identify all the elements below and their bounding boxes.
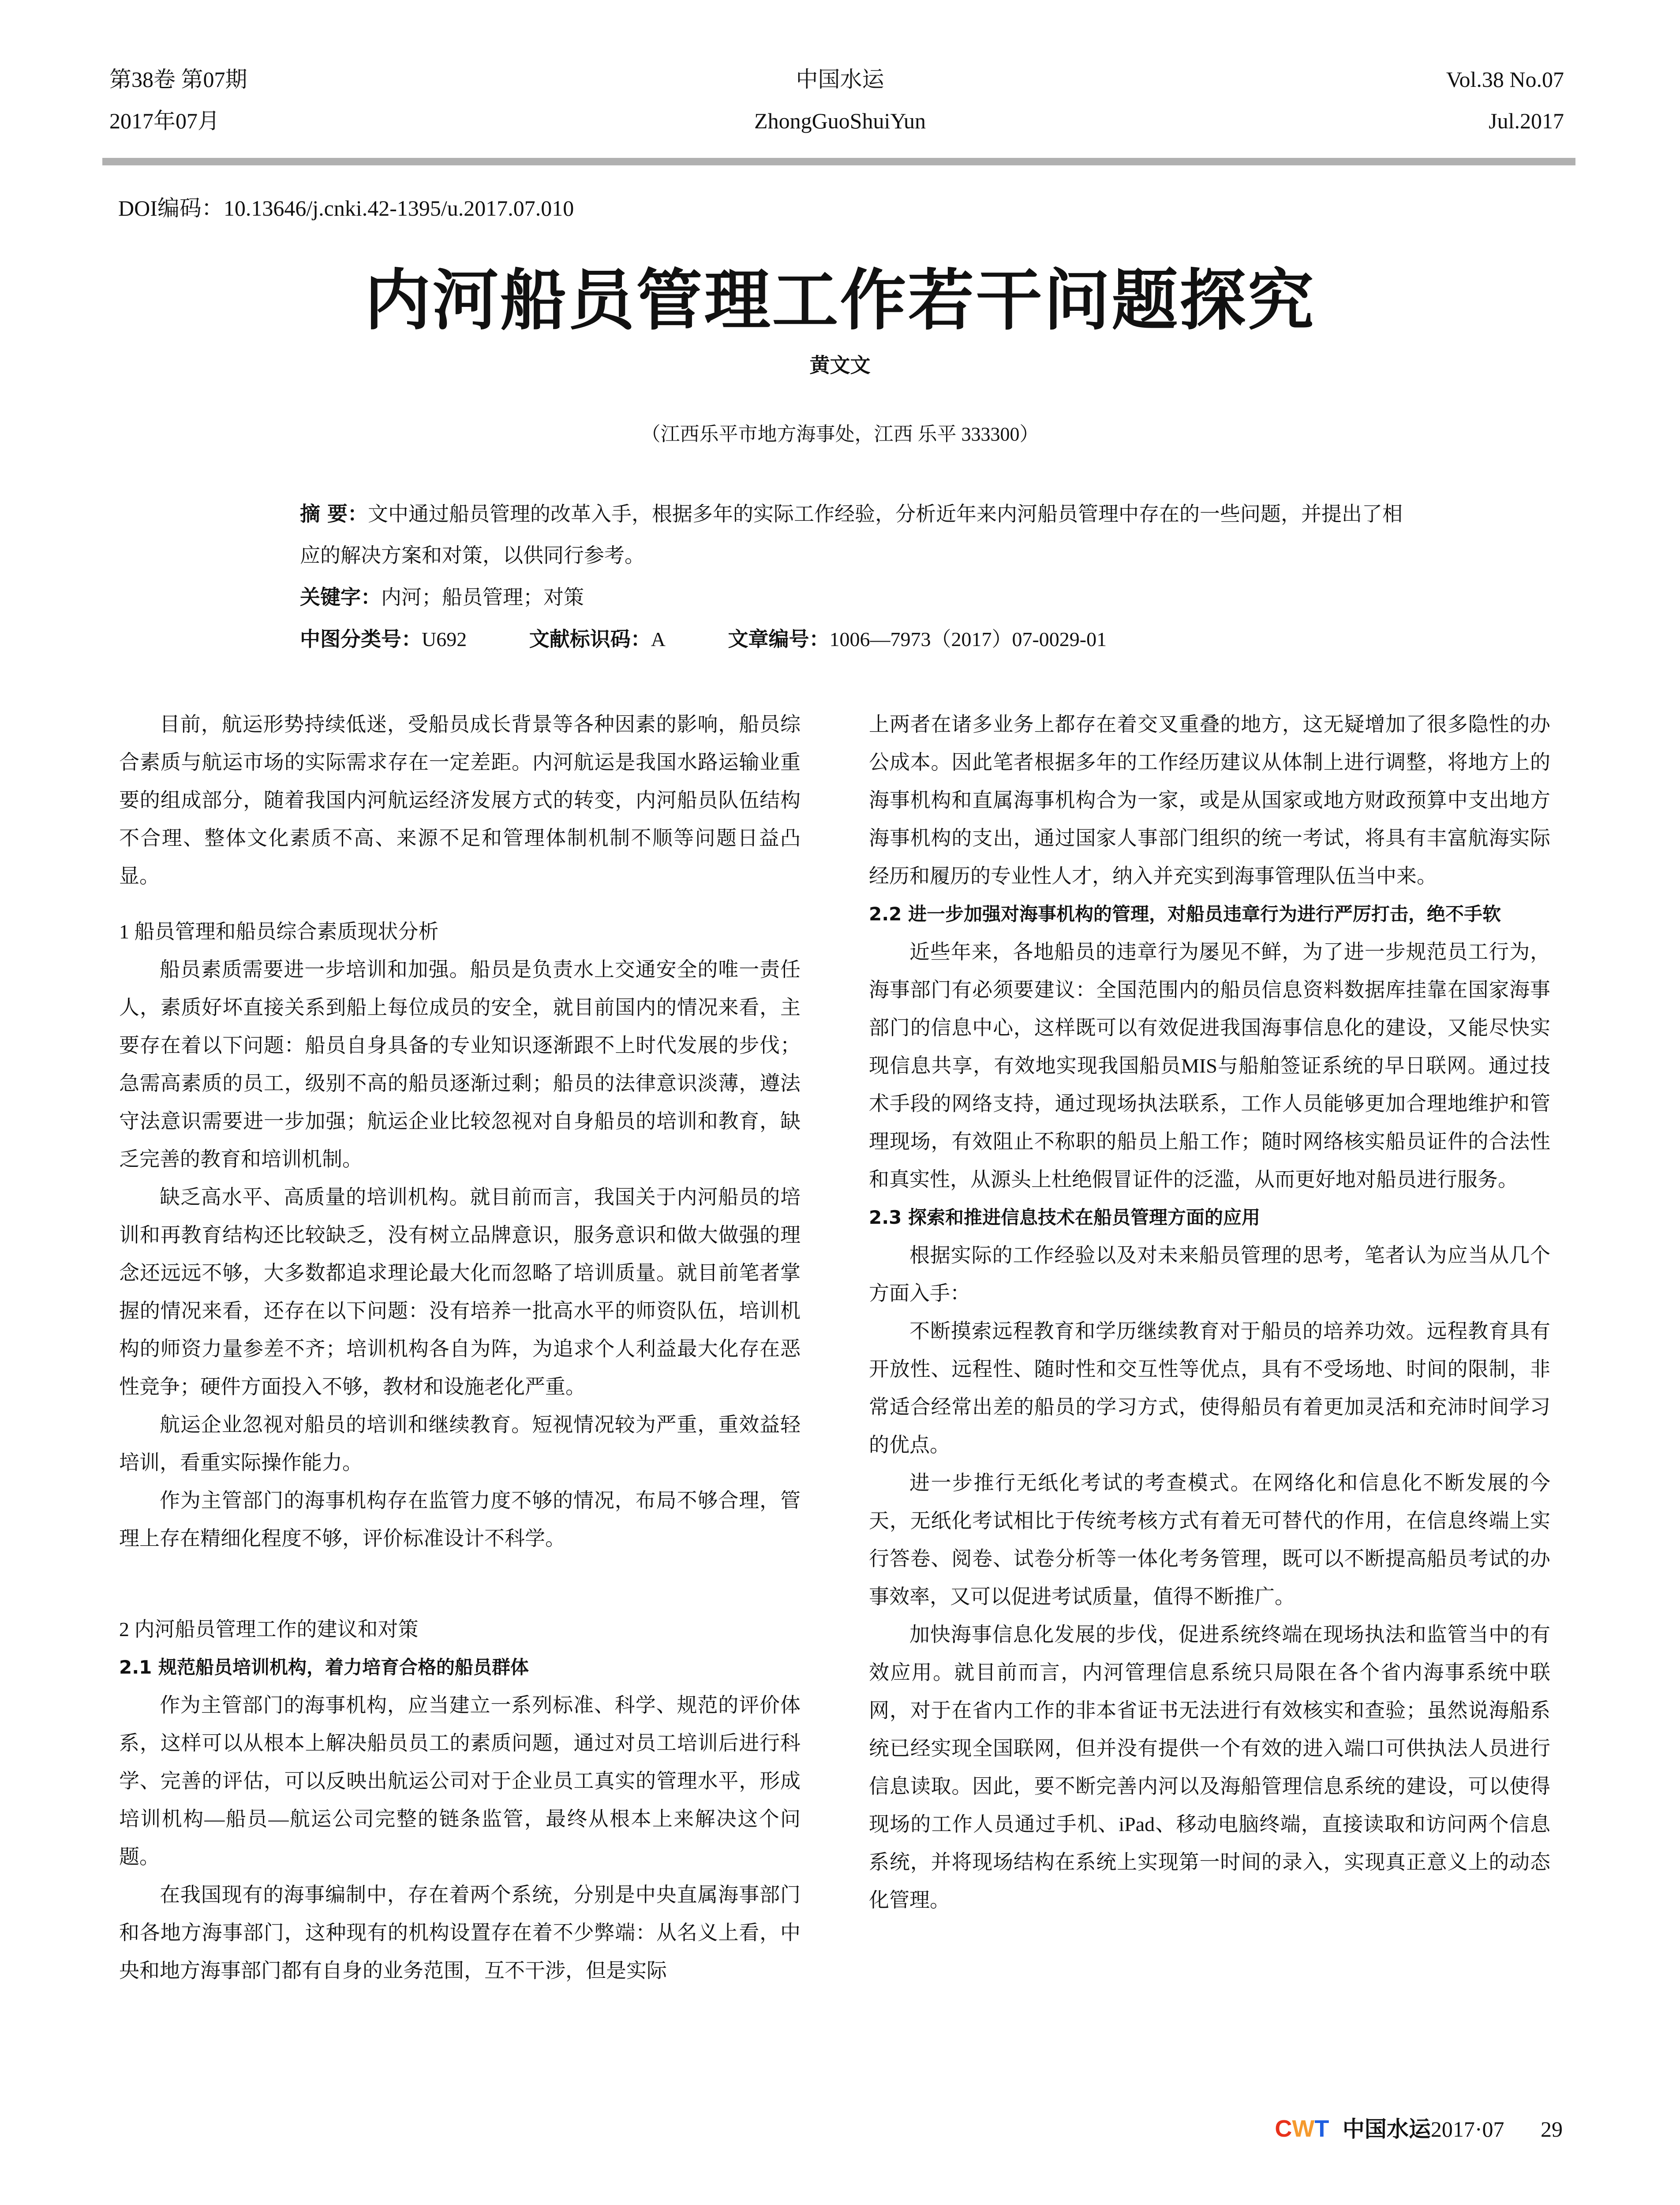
paragraph: 加快海事信息化发展的步伐，促进系统终端在现场执法和监管当中的有效应用。就目前而言，内河管理信息系统只局限在各个省内海事系统中联网，对于在省内工作的非本省证书无法进行有效核实和查验；虽然说海船系统已经实现全国联网，但并没有提供一个有效的进入端口可供执法人员进行信息读取。因此，要不断完善内河以及海船管理信息系统的建设，可以使得现场的工作人员通过手机、iPad、移动电脑终端，直接读取和访问两个信息系统，并将现场结构在系统上实现第一时间的录入，实现真正意义上的动态化管理。 xyxy=(869,1623,1550,1911)
journal-name-pinyin: ZhongGuoShuiYun xyxy=(754,108,926,133)
affiliation: （江西乐平市地方海事处，江西 乐平 333300） xyxy=(641,423,1039,445)
paragraph: 进一步推行无纸化考试的考查模式。在网络化和信息化不断发展的今天，无纸化考试相比于传统考核方式有着无可替代的作用，在信息终端上实行答卷、阅卷、试卷分析等一体化考务管理，既可以不断提高船员考试的办事效率，又可以促进考试质量，值得不断推广。 xyxy=(869,1472,1550,1608)
paragraph: 航运企业忽视对船员的培训和继续教育。短视情况较为严重，重效益轻培训，看重实际操作能力。 xyxy=(119,1413,801,1474)
footer-issue: 2017·07 xyxy=(1430,2117,1504,2141)
clc-value: U692 xyxy=(422,628,467,650)
subsection-heading: 2.3 探索和推进信息技术在船员管理方面的应用 xyxy=(869,1207,1261,1228)
page-number: 29 xyxy=(1541,2117,1563,2141)
keywords-value: 内河；船员管理；对策 xyxy=(381,586,584,609)
paragraph: 船员素质需要进一步培训和加强。船员是负责水上交通安全的唯一责任人，素质好坏直接关系到船上每位成员的安全，就目前国内的情况来看，主要存在着以下问题：船员自身具备的专业知识逐渐跟不上时代发展的步伐；急需高素质的员工，级别不高的船员逐渐过剩；船员的法律意识淡薄，遵法守法意识需要进一步加强；航运企业比较忽视对自身船员的培训和教育，缺乏完善的教育和培训机制。 xyxy=(119,958,801,1170)
header-rule xyxy=(102,158,1575,165)
cwt-logo xyxy=(1275,2115,1329,2142)
keywords xyxy=(300,576,1403,618)
header-center xyxy=(0,66,1680,149)
page-footer xyxy=(1275,2112,1563,2143)
logo-letter-t: T xyxy=(1314,2115,1329,2142)
section-heading: 1 船员管理和船员综合素质现状分析 xyxy=(119,920,439,943)
logo-letter-c: C xyxy=(1275,2115,1292,2142)
doc-code-value: A xyxy=(651,628,666,650)
paragraph: 不断摸索远程教育和学历继续教育对于船员的培养功效。远程教育具有开放性、远程性、随时性和交互性等优点，具有不受场地、时间的限制，非常适合经常出差的船员的学习方式，使得船员有着更加灵活和充沛时间学习的优点。 xyxy=(869,1320,1550,1456)
publication-date: 2017年07月 xyxy=(109,108,220,133)
classification-row xyxy=(300,618,1403,660)
paragraph: 近些年来，各地船员的违章行为屡见不鲜，为了进一步规范员工行为，海事部门有必须要建议：全国范围内的船员信息资料数据库挂靠在国家海事部门的信息中心，这样既可以有效促进我国海事信息化的建设，又能尽快实现信息共享，有效地实现我国船员MIS与船舶签证系统的早日联网。通过技术手段的网络支持，通过现场执法联系，工作人员能够更加合理地维护和管理现场，有效阻止不称职的船员上船工作；随时网络核实船员证件的合法性和真实性，从源头上杜绝假冒证件的泛滥，从而更好地对船员进行服务。 xyxy=(869,941,1550,1191)
paragraph: 缺乏高水平、高质量的培训机构。就目前而言，我国关于内河船员的培训和再教育结构还比较缺乏，没有树立品牌意识，服务意识和做大做强的理念还远远不够，大多数都追求理论最大化而忽略了培训质量。就目前笔者掌握的情况来看，还存在以下问题：没有培养一批高水平的师资队伍，培训机构的师资力量参差不齐；培训机构各自为阵，为追求个人利益最大化存在恶性竞争；硬件方面投入不够，教材和设施老化严重。 xyxy=(119,1186,801,1398)
paragraph: 根据实际的工作经验以及对未来船员管理的思考，笔者认为应当从几个方面入手： xyxy=(869,1244,1550,1304)
subsection-heading: 2.2 进一步加强对海事机构的管理，对船员违章行为进行严厉打击，绝不手软 xyxy=(869,903,1501,925)
left-column xyxy=(119,706,801,1990)
article-title: 内河船员管理工作若干问题探究 xyxy=(364,262,1316,339)
abstract-text: 文中通过船员管理的改革入手，根据多年的实际工作经验，分析近年来内河船员管理中存在的一些问题，并提出了相应的解决方案和对策，以供同行参考。 xyxy=(300,503,1403,567)
paragraph: 上两者在诸多业务上都存在着交叉重叠的地方，这无疑增加了很多隐性的办公成本。因此笔者根据多年的工作经历建议从体制上进行调整，将地方上的海事机构和直属海事机构合为一家，或是从国家或地方财政预算中支出地方海事机构的支出，通过国家人事部门组织的统一考试，将具有丰富航海实际经历和履历的专业性人才，纳入并充实到海事管理队伍当中来。 xyxy=(869,713,1550,887)
logo-letter-w: W xyxy=(1292,2115,1315,2142)
doi: DOI编码：10.13646/j.cnki.42-1395/u.2017.07.010 xyxy=(118,196,574,220)
subsection-heading: 2.1 规范船员培训机构，着力培育合格的船员群体 xyxy=(119,1656,529,1678)
article-no-label: 文章编号： xyxy=(728,627,830,651)
abstract xyxy=(300,493,1403,576)
author: 黄文文 xyxy=(809,353,871,377)
paragraph: 目前，航运形势持续低迷，受船员成长背景等各种因素的影响，船员综合素质与航运市场的实际需求存在一定差距。内河航运是我国水路运输业重要的组成部分，随着我国内河航运经济发展方式的转变，内河船员队伍结构不合理、整体文化素质不高、来源不足和管理体制机制不顺等问题日益凸显。 xyxy=(119,713,801,887)
doc-code-label: 文献标识码： xyxy=(529,627,651,651)
paragraph: 作为主管部门的海事机构存在监管力度不够的情况，布局不够合理，管理上存在精细化程度不够，评价标准设计不科学。 xyxy=(119,1489,801,1550)
header-right xyxy=(1446,66,1564,149)
journal-name: 中国水运 xyxy=(796,67,884,92)
volume-issue: 第38卷 第07期 xyxy=(109,67,247,92)
footer-magazine: 中国水运 xyxy=(1342,2117,1431,2141)
publication-date-en: Jul.2017 xyxy=(1489,108,1564,133)
article-no-value: 1006—7973（2017）07-0029-01 xyxy=(829,628,1107,650)
volume-issue-en: Vol.38 No.07 xyxy=(1446,67,1564,92)
section-heading: 2 内河船员管理工作的建议和对策 xyxy=(119,1618,419,1641)
abstract-label: 摘 要： xyxy=(300,502,368,526)
clc-label: 中图分类号： xyxy=(300,627,422,651)
paragraph: 作为主管部门的海事机构，应当建立一系列标准、科学、规范的评价体系，这样可以从根本上解决船员员工的素质问题，通过对员工培训后进行科学、完善的评估，可以反映出航运公司对于企业员工真实的管理水平，形成培训机构—船员—航运公司完整的链条监管，最终从根本上来解决这个问题。 xyxy=(119,1694,801,1868)
abstract-block xyxy=(300,493,1403,660)
paragraph: 在我国现有的海事编制中，存在着两个系统，分别是中央直属海事部门和各地方海事部门，这种现有的机构设置存在着不少弊端：从名义上看，中央和地方海事部门都有自身的业务范围，互不干涉，但是实际 xyxy=(119,1884,801,1982)
right-column xyxy=(869,706,1550,1919)
keywords-label: 关键字： xyxy=(300,585,381,609)
